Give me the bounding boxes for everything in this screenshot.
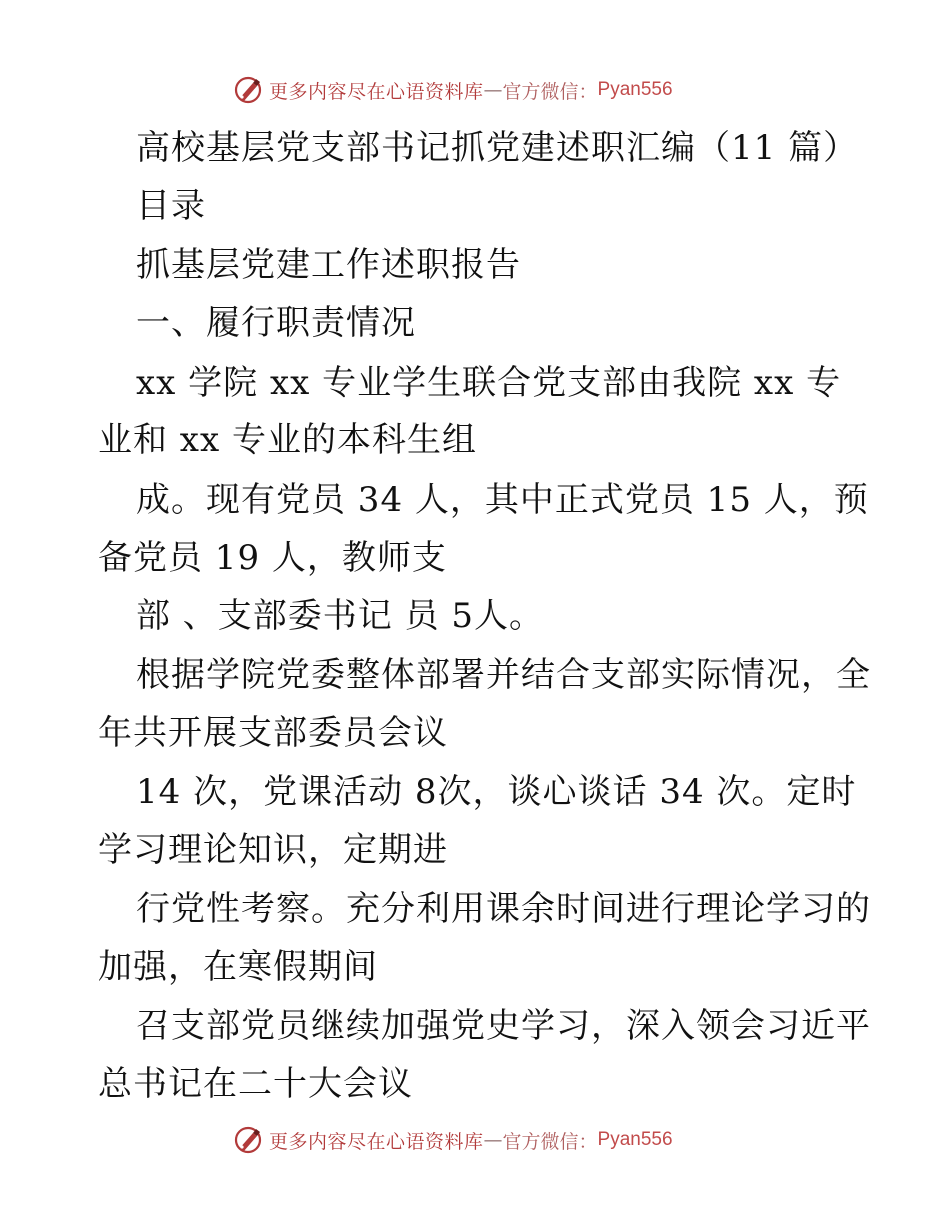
section-heading: 一、履行职责情况 xyxy=(136,303,416,343)
watermark-dash: — xyxy=(483,1129,503,1151)
paragraph-line: 召支部党员继续加强党史学习，深入领会习近平 xyxy=(136,1006,871,1046)
paragraph-line: 部 、支部委书记 员 5人。 xyxy=(136,596,545,636)
pen-logo-icon xyxy=(233,75,263,105)
watermark-text: 更多内容尽在心语资料库 xyxy=(269,80,484,103)
watermark-wechat-label: 官方微信： xyxy=(502,1130,598,1153)
toc-heading: 目录 xyxy=(136,186,206,226)
paragraph-line: 学习理论知识，定期进 xyxy=(98,830,448,870)
watermark-wechat-label: 官方微信： xyxy=(502,80,598,103)
footer-watermark xyxy=(233,1123,673,1157)
paragraph-line: 14 次，党课活动 8次，谈心谈话 34 次。定时 xyxy=(136,772,857,812)
watermark-text: 更多内容尽在心语资料库 xyxy=(269,1130,484,1153)
paragraph-line: 业和 xx 专业的本科生组 xyxy=(98,420,477,460)
document-title: 高校基层党支部书记抓党建述职汇编（11 篇） xyxy=(136,128,859,168)
paragraph-line: 根据学院党委整体部署并结合支部实际情况，全 xyxy=(136,655,871,695)
paragraph-line: xx 学院 xx 专业学生联合党支部由我院 xx 专 xyxy=(136,363,842,403)
paragraph-line: 备党员 19 人，教师支 xyxy=(98,538,447,578)
watermark-dash: — xyxy=(483,79,503,101)
pen-logo-icon xyxy=(233,1125,263,1155)
paragraph-line: 行党性考察。充分利用课余时间进行理论学习的 xyxy=(136,889,871,929)
watermark-wechat-id: Pyan556 xyxy=(597,79,673,100)
paragraph-line: 成。现有党员 34 人，其中正式党员 15 人，预 xyxy=(136,480,869,520)
paragraph-line: 加强，在寒假期间 xyxy=(98,947,378,987)
watermark-wechat-id: Pyan556 xyxy=(597,1129,673,1150)
header-watermark xyxy=(233,73,673,107)
paragraph-line: 年共开展支部委员会议 xyxy=(98,713,448,753)
report-title: 抓基层党建工作述职报告 xyxy=(136,245,521,285)
paragraph-line: 总书记在二十大会议 xyxy=(98,1064,413,1104)
